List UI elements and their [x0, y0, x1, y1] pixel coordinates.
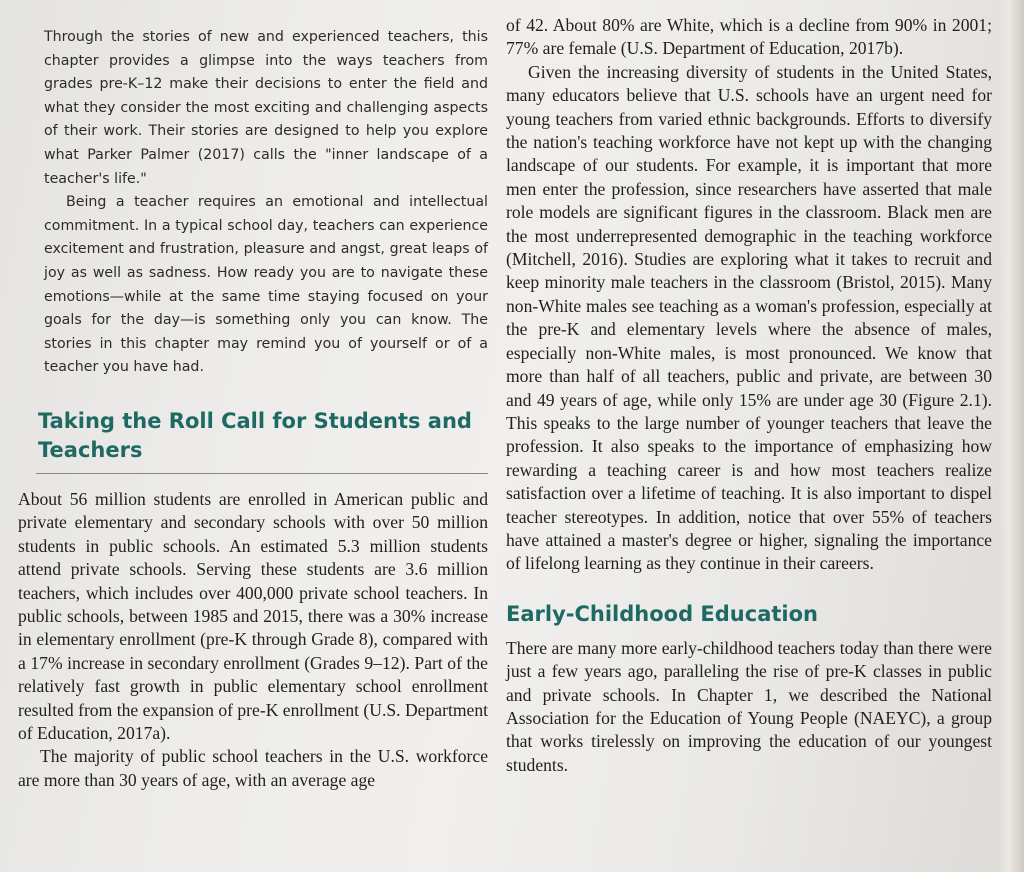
page-edge — [998, 0, 1024, 872]
intro-paragraph-2: Being a teacher requires an emotional and intellectual commitment. In a typical school day, teachers can experience excitement and frustration, pleasure and angst, great leaps of joy as well as sadness. How ready you are to navigate these emotions—while at the same time staying focused on your goals for the day—is something only you can know. The stories in this chapter may remind you of yourself or of a teacher you have had. — [44, 194, 488, 376]
right-column — [506, 14, 992, 777]
body-paragraph-1: About 56 million students are enrolled in American public and private elementary and secondary schools with over 50 million students in public schools. An estimated 5.3 million students attend private schools. Serving these students are 3.6 million teachers, which includes over 400,000 private school teachers. In public schools, between 1985 and 2015, there was a 30% increase in elementary enrollment (pre-K through Grade 8), compared with a 17% increase in secondary enrollment (Grades 9–12). Part of the relatively fast growth in public elementary school enrollment resulted from the expansion of pre-K enrollment (U.S. Department of Education, 2017a). — [18, 488, 489, 743]
section-heading-roll-call: Taking the Roll Call for Students and Teachers — [38, 408, 472, 462]
roll-call-body — [18, 488, 488, 792]
intro-text — [18, 26, 488, 380]
section-heading-early-childhood: Early-Childhood Education — [506, 601, 818, 626]
intro-paragraph-1: Through the stories of new and experienced teachers, this chapter provides a glimpse into the ways teachers from grades pre-K–12 make their decisions to enter the field and what they consider the most exciting and challenging aspects of their work. Their stories are designed to help you explore what Parker Palmer (2017) calls the "inner landscape of a teacher's life." — [44, 29, 488, 187]
left-column — [18, 26, 488, 792]
body-paragraph-2: The majority of public school teachers in the U.S. workforce are more than 30 years of age, with an average age — [18, 746, 488, 790]
right-paragraph-1: of 42. About 80% are White, which is a decline from 90% in 2001; 77% are female (U.S. Department of Education, 2017b). — [506, 15, 992, 59]
right-paragraph-2: Given the increasing diversity of students in the United States, many educators believe that U.S. schools have an urgent need for young teachers from varied ethnic backgrounds. Efforts to diversify the nation's teaching workforce have not kept up with the changing landscape of our students. For example, it is important that more men enter the profession, since researchers have asserted that male role models are significant figures in the classroom. Black men are the most underrepresented demographic in the teaching workforce (Mitchell, 2016). Studies are exploring what it takes to recruit and keep minority male teachers in the classroom (Bristol, 2015). Many non-White males see teaching as a woman's profession, especially at the pre-K and elementary levels where the absence of males, especially non-White males, is most pronounced. We know that more than half of all teachers, public and private, are between 30 and 49 years of age, while only 15% are under age 30 (Figure 2.1). This speaks to the large number of younger teachers that leave the profession. It also speaks to the importance of emphasizing how rewarding a teaching career is and how most teachers realize satisfaction over a lifetime of teaching. It is also important to dispel teacher stereotypes. In addition, notice that over 55% of teachers have attained a master's degree or higher, signaling the importance of lifelong learning as they continue in their careers. — [506, 61, 992, 574]
early-childhood-paragraph: There are many more early-childhood teachers today than there were just a few years ago, paralleling the rise of pre-K classes in public and private schools. In Chapter 1, we described the National Association for the Education of Young People (NAEYC), a group that works tirelessly on improving the education of our youngest students. — [506, 637, 992, 775]
section-divider — [36, 473, 488, 474]
